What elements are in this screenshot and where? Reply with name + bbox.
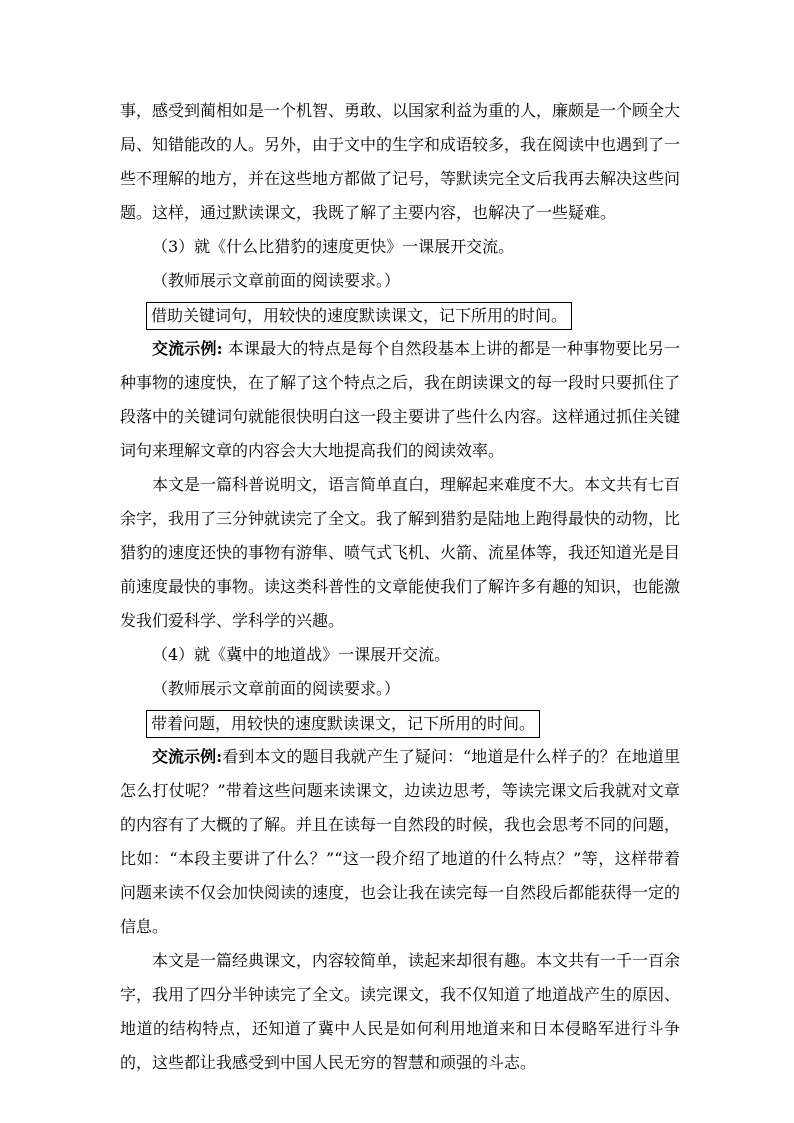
section-4-requirement-wrapper bbox=[120, 706, 680, 740]
section-4-example-label: 交流示例: bbox=[152, 747, 223, 766]
section-4-heading: （4）就《冀中的地道战》一课展开交流。 bbox=[152, 645, 451, 664]
document-body bbox=[120, 94, 680, 1080]
section-4-reading-requirement-box: 带着问题，用较快的速度默读课文，记下所用的时间。 bbox=[146, 710, 540, 738]
section-4-example-text: 看到本文的题目我就产生了疑问：“地道是什么样子的？在地道里怎么打仗呢？”带着这些问题来读课文，边读边思考，等读完课文后我就对文章的内容有了大概的了解。并且在读每一自然段的时候，我也会思考不同的问题，比如：“本段主要讲了什么？”“这一段介绍了地道的什么特点？”等，这样带着问题来读不仅会加快阅读的速度，也会让我在读完每一自然段后都能获得一定的信息。 bbox=[120, 747, 681, 936]
section-3-example-text: 本课最大的特点是每个自然段基本上讲的都是一种事物要比另一种事物的速度快，在了解了这个特点之后，我在朗读课文的每一段时只要抓住了段落中的关键词句就能很快明白这一段主要讲了些什么内容。这样通过抓住关键词句来理解文章的内容会大大地提高我们的阅读效率。 bbox=[120, 339, 681, 460]
section-4-teacher-note: （教师展示文章前面的阅读要求。） bbox=[152, 679, 401, 698]
section-4-example-paragraph bbox=[120, 740, 680, 944]
section-3-heading: （3）就《什么比猎豹的速度更快》一课展开交流。 bbox=[152, 237, 515, 256]
section-3-summary-paragraph: 本文是一篇科普说明文，语言简单直白，理解起来难度不大。本文共有七百余字，我用了三分钟就读完了全文。我了解到猎豹是陆地上跑得最快的动物，比猎豹的速度还快的事物有游隼、喷气式飞机、火箭、流星体等，我还知道光是目前速度最快的事物。读这类科普性的文章能使我们了解许多有趣的知识，也能激发我们爱科学、学科学的兴趣。 bbox=[120, 475, 681, 630]
section-3-teacher-note: （教师展示文章前面的阅读要求。） bbox=[152, 271, 401, 290]
paragraph-continued: 事，感受到蔺相如是一个机智、勇敢、以国家利益为重的人，廉颇是一个顾全大局、知错能改的人。另外，由于文中的生字和成语较多，我在阅读中也遇到了一些不理解的地方，并在这些地方都做了记号，等默读完全文后我再去解决这些问题。这样，通过默读课文，我既了解了主要内容，也解决了一些疑难。 bbox=[120, 101, 681, 222]
section-3-example-paragraph bbox=[120, 332, 680, 468]
section-3-requirement-wrapper bbox=[120, 298, 680, 332]
section-3-example-label: 交流示例: bbox=[152, 339, 223, 358]
section-3-reading-requirement-box: 借助关键词句，用较快的速度默读课文，记下所用的时间。 bbox=[146, 302, 572, 330]
section-4-summary-paragraph: 本文是一篇经典课文，内容较简单，读起来却很有趣。本文共有一千一百余字，我用了四分半钟读完了全文。读完课文，我不仅知道了地道战产生的原因、地道的结构特点，还知道了冀中人民是如何利用地道来和日本侵略军进行斗争的，这些都让我感受到中国人民无穷的智慧和顽强的斗志。 bbox=[120, 951, 681, 1072]
